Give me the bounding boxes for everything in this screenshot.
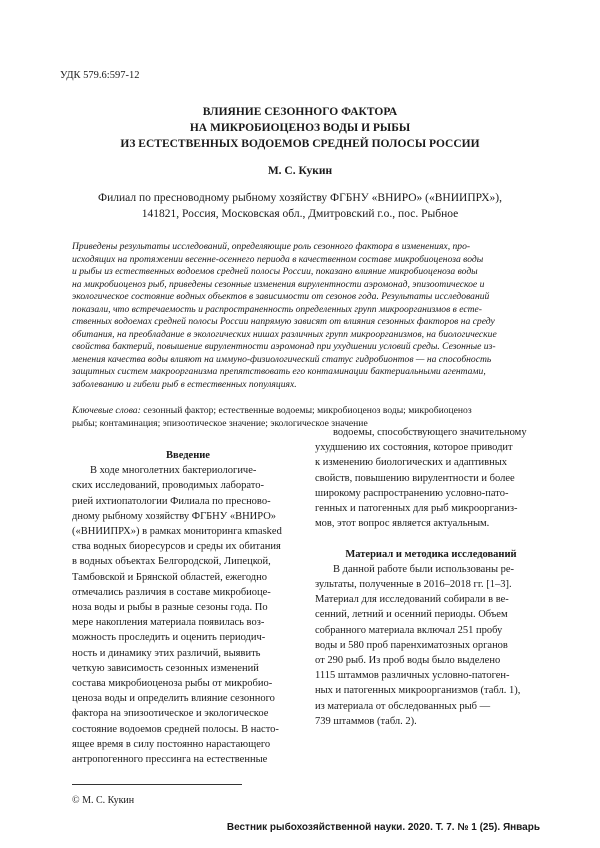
paragraph-line: ных и патогенных микроорганизмов (табл. 1), bbox=[315, 685, 521, 697]
paragraph-line: ценоза воды и определить влияние сезонного bbox=[72, 693, 275, 705]
left-column bbox=[72, 448, 304, 767]
abstract-line: обитания, на преобладание в экологических нишах различных групп микроорганизмов, на биологические bbox=[72, 328, 497, 340]
abstract-line: исходящих на протяжении весенне-осеннего периода в качественном составе микробиоценоза воды bbox=[72, 253, 484, 265]
paragraph-line: водоемы, способствующего значительному bbox=[333, 427, 527, 438]
affiliation-line: 141821, Россия, Московская обл., Дмитровский г.о., пос. Рыбное bbox=[141, 208, 459, 220]
journal-footer: Вестник рыбохозяйственной науки. 2020. Т. 7. № 1 (25). Январь bbox=[226, 822, 540, 833]
paragraph-line: ских исследований, проводимых лаборато- bbox=[72, 480, 264, 492]
title-line: ИЗ ЕСТЕСТВЕННЫХ ВОДОЕМОВ СРЕДНЕЙ ПОЛОСЫ РОССИИ bbox=[120, 138, 480, 150]
paragraph-line: Материал для исследований собирали в ве- bbox=[315, 594, 509, 606]
paragraph-line: 739 штаммов (табл. 2). bbox=[315, 715, 417, 727]
paragraph-line: от 290 рыб. Из проб воды было выделено bbox=[315, 655, 501, 667]
paragraph-line: ноза воды и рыбы в разные сезоны года. По bbox=[72, 602, 268, 614]
paragraph-line: дному рыбному хозяйству ФГБНУ «ВНИРО» bbox=[72, 510, 277, 522]
abstract-line: и рыбы из естественных водоемов средней полосы России, показано влияние микробиоценоза воды bbox=[72, 266, 478, 277]
paragraph-line: В ходе многолетних бактериологиче- bbox=[90, 465, 257, 477]
abstract-line: заболеванию и гибели рыб в естественных популяциях. bbox=[72, 378, 297, 390]
abstract-line: защитных систем макроорганизма препятствовать его контаминации бактериальными агентами, bbox=[72, 366, 486, 377]
copyright: © М. С. Кукин bbox=[72, 795, 135, 806]
paragraph-line: ящее время в силу постоянно нарастающего bbox=[72, 738, 271, 750]
paragraph-line: к изменению биологических и адаптивных bbox=[315, 457, 508, 469]
keywords-text: сезонный фактор; естественные водоемы; микробиоценоз воды; микробиоценоз bbox=[140, 405, 472, 416]
paragraph-line: мере накопления материала появилась воз- bbox=[72, 617, 265, 629]
paragraph-line: зультаты, полученные в 2016–2018 гг. [1–3]. bbox=[315, 579, 512, 591]
section-heading-methods: Материал и методика исследований bbox=[345, 548, 517, 560]
paragraph-line: состава микробиоценоза рыбы от микробио- bbox=[72, 678, 273, 690]
paragraph-line: ства водных биоресурсов и среды их обитания bbox=[72, 541, 281, 553]
affiliation-line: Филиал по пресноводному рыбному хозяйству ФГБНУ «ВНИРО» («ВНИИПРХ»), bbox=[98, 192, 502, 204]
abstract bbox=[72, 241, 542, 391]
paragraph-line: состояние водоемов средней полосы. В насто- bbox=[72, 723, 279, 735]
footnote-divider bbox=[72, 784, 242, 785]
keywords-text: рыбы; контаминация; эпизоотическое значение; экологическое значение bbox=[72, 417, 368, 429]
paragraph-line: фактора на эпизоотическое и экологическое bbox=[72, 708, 269, 720]
spacer bbox=[315, 531, 547, 546]
paragraph-line: генных и патогенных для рыб микроорганиз- bbox=[315, 503, 518, 515]
paragraph-line: Тамбовской и Брянской областей, ежегодно bbox=[72, 571, 268, 583]
section-heading-intro: Введение bbox=[166, 450, 210, 461]
right-column bbox=[315, 425, 547, 729]
paragraph-line: в водных объектах Белгородской, Липецкой, bbox=[72, 556, 271, 568]
paragraph-line: четкую зависимость сезонных изменений bbox=[72, 662, 259, 674]
paragraph-line: ность и динамику этих различий, выявить bbox=[72, 647, 261, 659]
title-line: НА МИКРОБИОЦЕНОЗ ВОДЫ И РЫБЫ bbox=[189, 122, 411, 134]
abstract-line: экологическое состояние водных объектов в зависимости от сезонов года. Результаты исследований bbox=[72, 291, 490, 302]
paragraph-line: сенний, летний и осенний периоды. Объем bbox=[315, 609, 508, 621]
article-title bbox=[60, 104, 540, 152]
title-line: ВЛИЯНИЕ СЕЗОННОГО ФАКТОРА bbox=[202, 106, 398, 118]
paragraph-line: широкому распространению условно-пато- bbox=[315, 487, 509, 499]
abstract-line: на микробиоценоз рыб, приведены сезонные изменения вирулентности аэромонад, эпизоотическое и bbox=[72, 278, 485, 290]
paragraph-line: ухудшению их состояния, которое приводит bbox=[315, 442, 513, 454]
paragraph-line: В данной работе были использованы ре- bbox=[333, 563, 515, 575]
abstract-line: менения качества воды влияют на иммуно-физиологический статус гидробионтов — на способность bbox=[72, 353, 492, 365]
abstract-line: показали, что встречаемость и распространенность определенных групп микроорганизмов в есте- bbox=[72, 303, 483, 315]
paragraph-line: можность проследить и оценить периодич- bbox=[72, 632, 266, 644]
paragraph-line: отмечались различия в составе микробиоце- bbox=[72, 586, 271, 598]
udk-code: УДК 579.6:597-12 bbox=[60, 70, 140, 81]
abstract-line: ственных водоемах средней полосы России напрямую зависят от влияния сезонных факторов на среду bbox=[72, 316, 495, 327]
paragraph-line: рией ихтиопатологии Филиала по пресново- bbox=[72, 495, 271, 507]
paragraph-line: воды и 580 проб паренхиматозных органов bbox=[315, 639, 508, 651]
keywords-label: Ключевые слова: bbox=[72, 405, 141, 416]
paragraph-line: 1115 штаммов различных условно-патоген- bbox=[315, 670, 510, 682]
paragraph-line: мов, этот вопрос является актуальным. bbox=[315, 518, 490, 530]
author-name: М. С. Кукин bbox=[267, 165, 333, 177]
paragraph-line: из материала от обследованных рыб — bbox=[315, 700, 491, 712]
paragraph-line: антропогенного прессинга на естественные bbox=[72, 754, 268, 766]
paragraph-line: («ВНИИПРХ») в рамках мониторинга кmasked bbox=[72, 526, 282, 538]
paragraph-line: собранного материала включал 251 пробу bbox=[315, 624, 503, 636]
affiliation bbox=[60, 190, 540, 222]
abstract-line: свойства бактерий, повышение вирулентности аэромонад при ухудшении условий среды. Сезонные из- bbox=[72, 341, 496, 352]
abstract-line: Приведены результаты исследований, определяющие роль сезонного фактора в изменениях, про- bbox=[72, 241, 471, 252]
paragraph-line: свойств, повышению вирулентности и более bbox=[315, 472, 515, 484]
